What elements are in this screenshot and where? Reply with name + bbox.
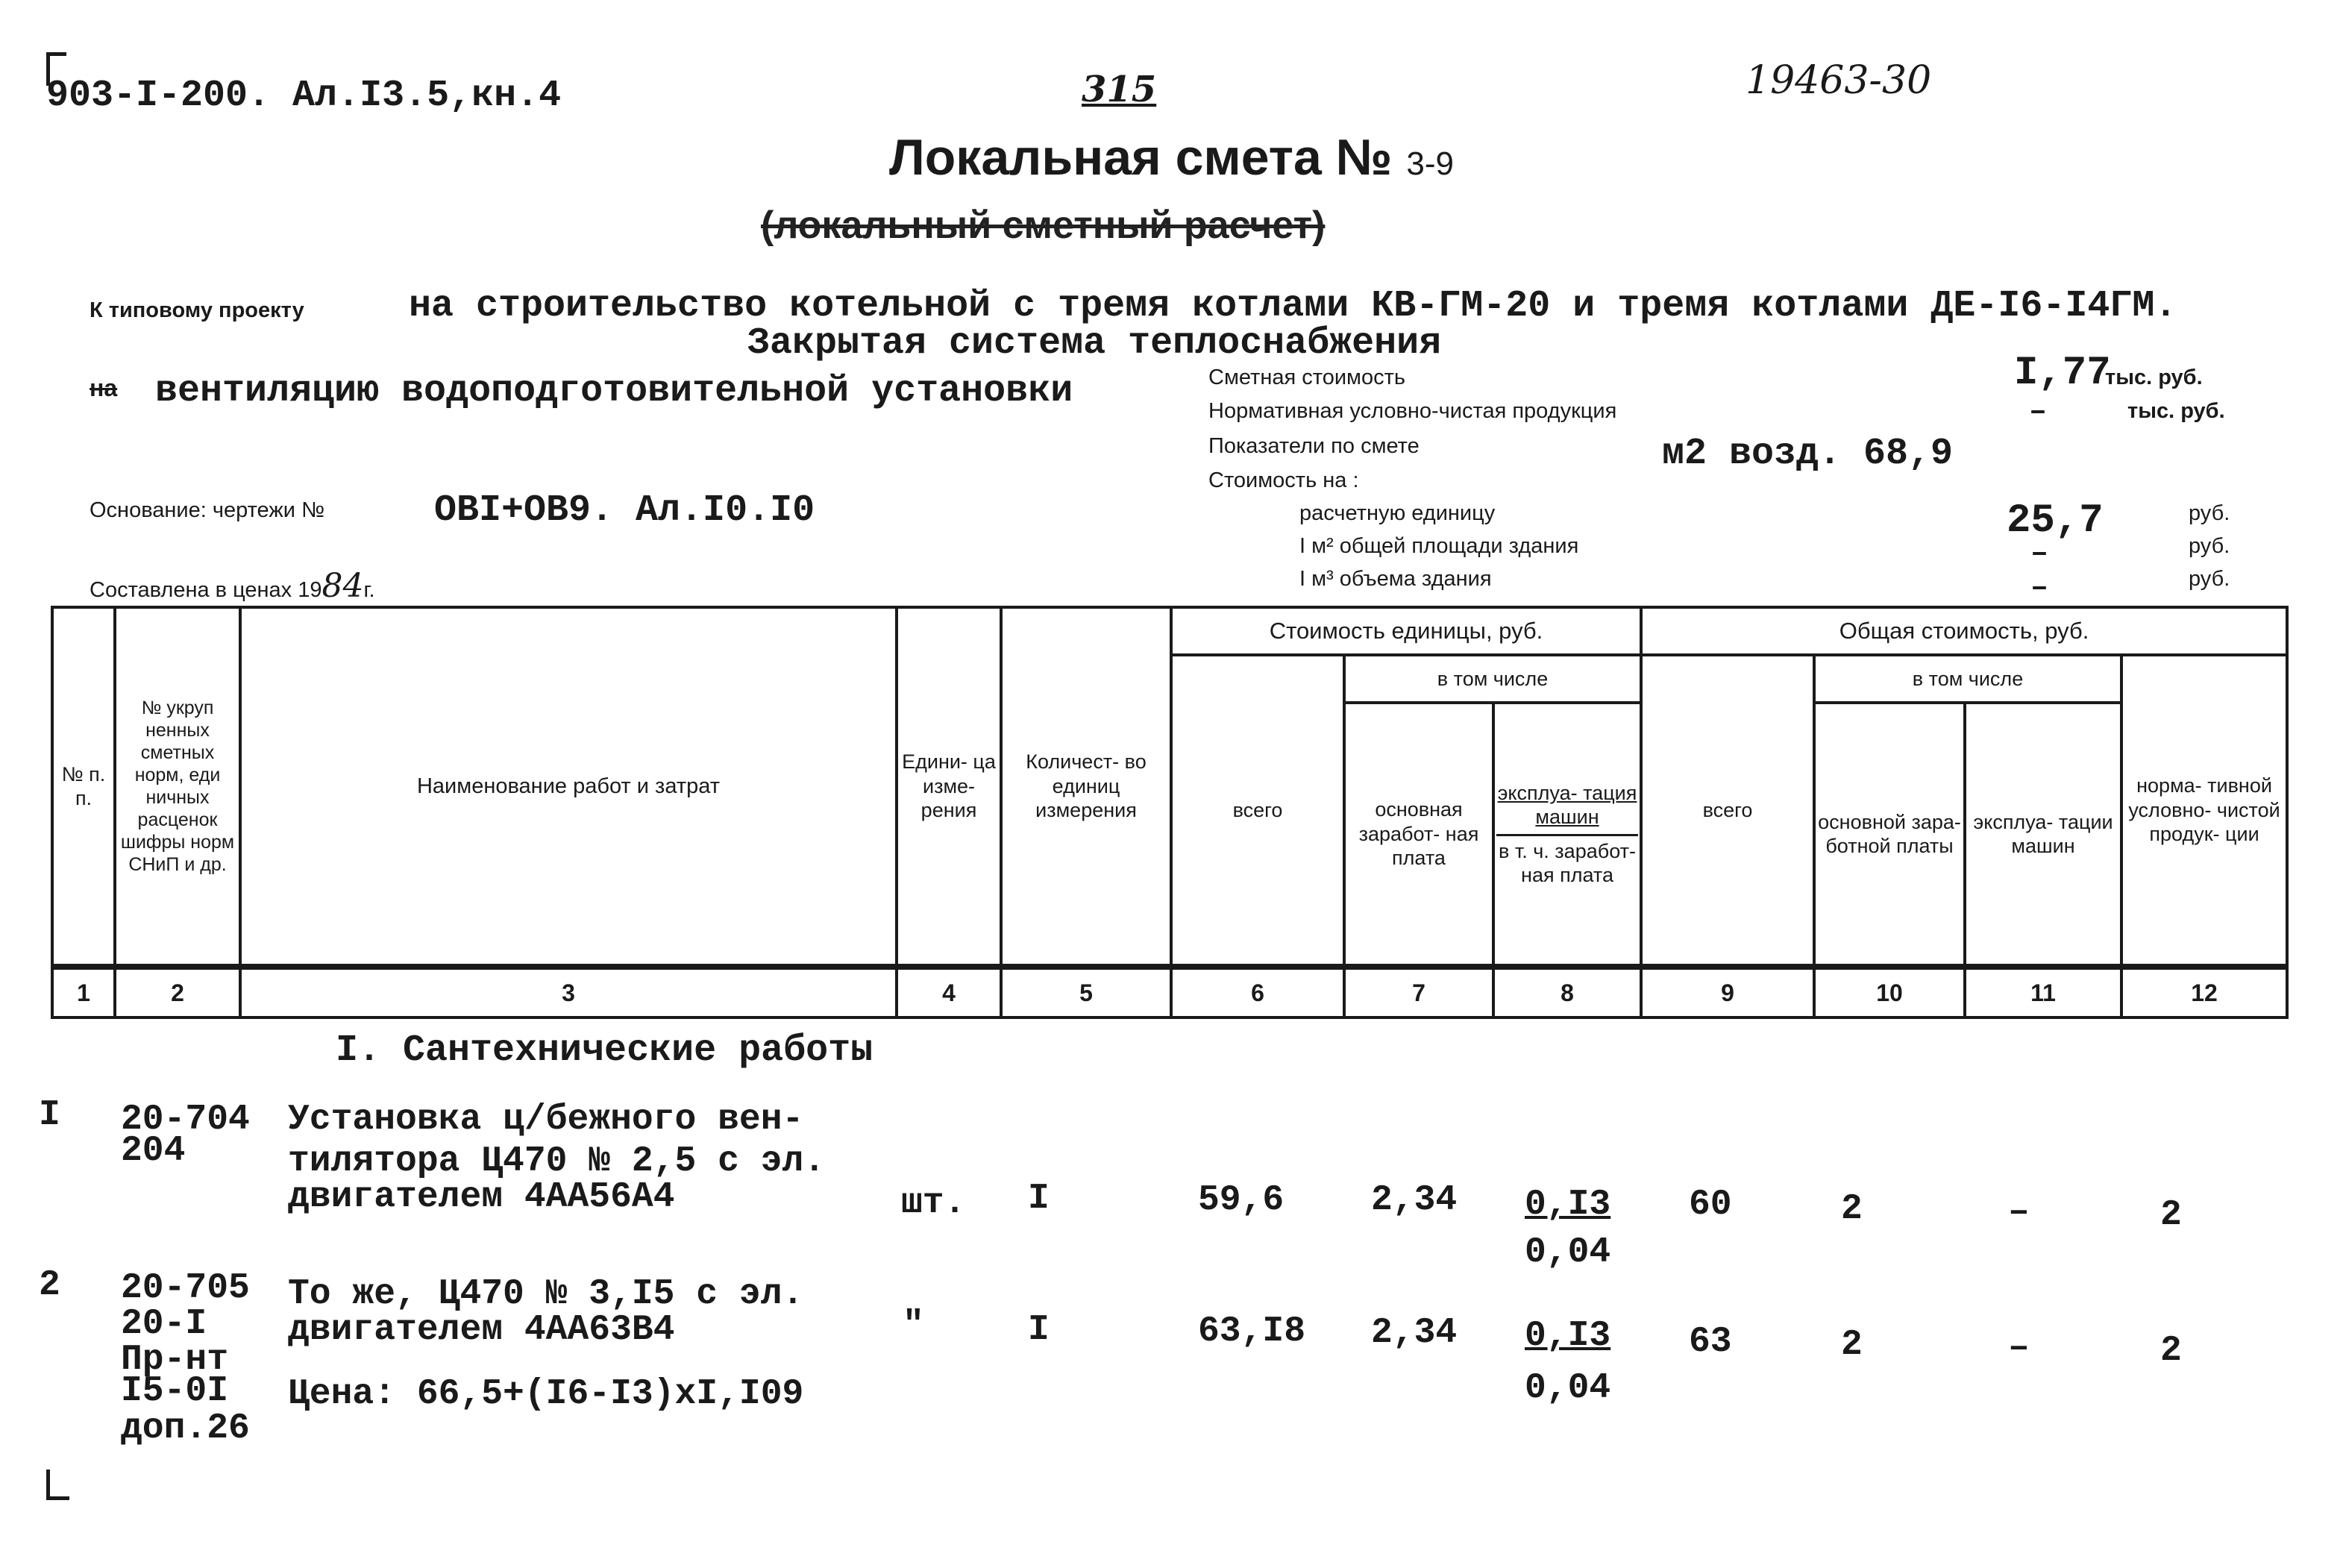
row-1-wage-unit: 2,34 (1371, 1180, 1458, 1220)
row-1-code-1: 20-704 (121, 1100, 250, 1140)
row-2-code-5: доп.26 (121, 1408, 250, 1449)
per-unit-label: расчетную единицу (1299, 501, 1496, 525)
col-header-8 (1493, 703, 1641, 967)
col-header-unit: Едини- ца изме- рения (897, 607, 1001, 967)
normative-production-value: – (2029, 395, 2048, 429)
composed-line (90, 567, 375, 605)
row-1-wage-total: 2 (1841, 1189, 1863, 1229)
col-number-5: 5 (1001, 967, 1171, 1017)
composed-label: Составлена в ценах 19 (90, 578, 322, 602)
row-2-code-1: 20-705 (121, 1268, 250, 1308)
row-2-no: 2 (39, 1265, 60, 1305)
group-header-unit-cost: Стоимость единицы, руб. (1171, 607, 1641, 655)
col-header-norms: № укруп ненных сметных норм, еди ничных расценок шифры норм СНиП и др. (115, 607, 240, 967)
basis-value: ОВI+ОВ9. Ал.I0.I0 (434, 489, 815, 532)
per-unit-value: 25,7 (2007, 498, 2104, 544)
row-2-name-1: То же, Ц470 № 3,I5 с эл. (288, 1274, 804, 1314)
row-1-name-2: тилятора Ц470 № 2,5 с эл. (288, 1141, 826, 1182)
row-2-name-2: двигателем 4АА63В4 (288, 1310, 675, 1350)
basis-label: Основание: чертежи № (90, 498, 325, 522)
col-header-7: основная заработ- ная плата (1344, 703, 1493, 967)
row-2-machines-wage: 0,04 (1525, 1368, 1611, 1408)
row-1-unit: шт. (901, 1183, 966, 1223)
col-number-12: 12 (2121, 967, 2287, 1017)
row-2-total-unit: 63,I8 (1198, 1311, 1306, 1352)
col-header-qty: Количест- во единиц измерения (1001, 607, 1171, 967)
col-number-3: 3 (240, 967, 897, 1017)
row-1-machines-wage: 0,04 (1525, 1232, 1611, 1273)
row-1-total-unit: 59,6 (1198, 1180, 1285, 1220)
title-text: Локальная смета № (889, 129, 1393, 186)
estimated-cost-value: I,77 (2014, 351, 2111, 396)
col-number-2: 2 (115, 967, 240, 1017)
estimated-cost-unit: тыс. руб. (2105, 366, 2203, 389)
estimate-table (51, 606, 2289, 1019)
corner-mark-bottom-left (46, 1470, 69, 1500)
sub-header-including-1: в том числе (1344, 655, 1641, 703)
composed-suffix: г. (363, 578, 375, 602)
page-number: 315 (1082, 69, 1157, 110)
row-1-code-2: 204 (121, 1131, 186, 1171)
indicators-value: м2 возд. 68,9 (1662, 433, 1954, 475)
row-2-code-2: 20-I (121, 1304, 207, 1344)
group-header-total-cost: Общая стоимость, руб. (1641, 607, 2287, 655)
col-number-7: 7 (1344, 967, 1493, 1017)
row-1-machines-unit: 0,I3 (1525, 1185, 1611, 1225)
row-2-wage-total: 2 (1841, 1325, 1863, 1365)
row-1-name-1: Установка ц/бежного вен- (288, 1100, 804, 1140)
per-area-unit: руб. (2189, 534, 2230, 558)
row-2-name-3: Цена: 66,5+(I6-I3)xI,I09 (288, 1374, 804, 1414)
col-header-8-main: эксплуа- тация машин (1497, 781, 1637, 829)
struck-subtitle: (локальный сметный расчет) (761, 204, 1326, 247)
per-area-label: I м² общей площади здания (1299, 534, 1579, 558)
normative-production-unit: тыс. руб. (2127, 399, 2225, 423)
per-unit-unit: руб. (2189, 501, 2230, 525)
project-prefix: К типовому проекту (90, 298, 304, 322)
row-1-machines-total: – (2008, 1192, 2030, 1232)
row-2-wage-unit: 2,34 (1371, 1313, 1458, 1353)
row-2-unit: " (903, 1305, 924, 1346)
col-header-name: Наименование работ и затрат (240, 607, 897, 967)
row-2-qty: I (1028, 1310, 1050, 1350)
archive-stamp: 19463-30 (1746, 58, 1932, 103)
row-2-norm-total: 2 (2160, 1331, 2182, 1371)
sub-header-including-2: в том числе (1814, 655, 2121, 703)
row-1-norm-total: 2 (2160, 1195, 2182, 1235)
col-header-11: эксплуа- тации машин (1965, 703, 2121, 967)
object-name: вентиляцию водоподготовительной установки (155, 370, 1073, 413)
col-number-1: 1 (52, 967, 115, 1017)
indicators-label: Показатели по смете (1208, 434, 1420, 458)
row-2-code-4: I5-0I (121, 1371, 229, 1411)
per-volume-label: I м³ объема здания (1299, 567, 1492, 591)
col-header-10: основной зара- ботной платы (1814, 703, 1965, 967)
row-2-machines-total: – (2008, 1328, 2030, 1368)
composed-year: 84 (322, 567, 364, 605)
normative-production-label: Нормативная условно-чистая продукция (1208, 399, 1617, 423)
row-1-qty: I (1028, 1179, 1050, 1219)
col-header-8-sub: в т. ч. заработ- ная плата (1496, 834, 1638, 888)
document-title (0, 128, 2343, 186)
row-1-no: I (39, 1095, 60, 1135)
col-number-10: 10 (1814, 967, 1965, 1017)
col-number-9: 9 (1641, 967, 1814, 1017)
project-line-1: на строительство котельной с тремя котлами КВ-ГМ-20 и тремя котлами ДЕ-I6-I4ГМ. (409, 285, 2177, 327)
row-1-name-3: двигателем 4АА56А4 (288, 1177, 675, 1217)
col-header-6: всего (1171, 655, 1344, 967)
per-volume-value: – (2030, 571, 2049, 605)
col-number-4: 4 (897, 967, 1001, 1017)
col-header-9: всего (1641, 655, 1814, 967)
row-2-machines-unit: 0,I3 (1525, 1316, 1611, 1356)
col-number-8: 8 (1493, 967, 1641, 1017)
project-line-2: Закрытая система теплоснабжения (747, 322, 1442, 365)
document-code: 903-I-200. Ал.I3.5,кн.4 (46, 75, 562, 117)
col-header-no: № п. п. (52, 607, 115, 967)
col-number-11: 11 (1965, 967, 2121, 1017)
col-header-12: норма- тивной условно- чистой продук- ции (2121, 655, 2287, 967)
object-prefix: на (90, 374, 118, 401)
estimate-number: 3-9 (1406, 145, 1454, 182)
row-2-code-3: Пр-нт (121, 1340, 229, 1380)
row-2-total: 63 (1689, 1322, 1732, 1362)
per-volume-unit: руб. (2189, 567, 2230, 591)
col-number-6: 6 (1171, 967, 1344, 1017)
section-title: I. Сантехнические работы (336, 1029, 873, 1072)
row-1-total: 60 (1689, 1185, 1732, 1225)
per-area-value: – (2030, 537, 2049, 571)
estimated-cost-label: Сметная стоимость (1208, 366, 1405, 389)
cost-per-label: Стоимость на : (1208, 468, 1359, 492)
